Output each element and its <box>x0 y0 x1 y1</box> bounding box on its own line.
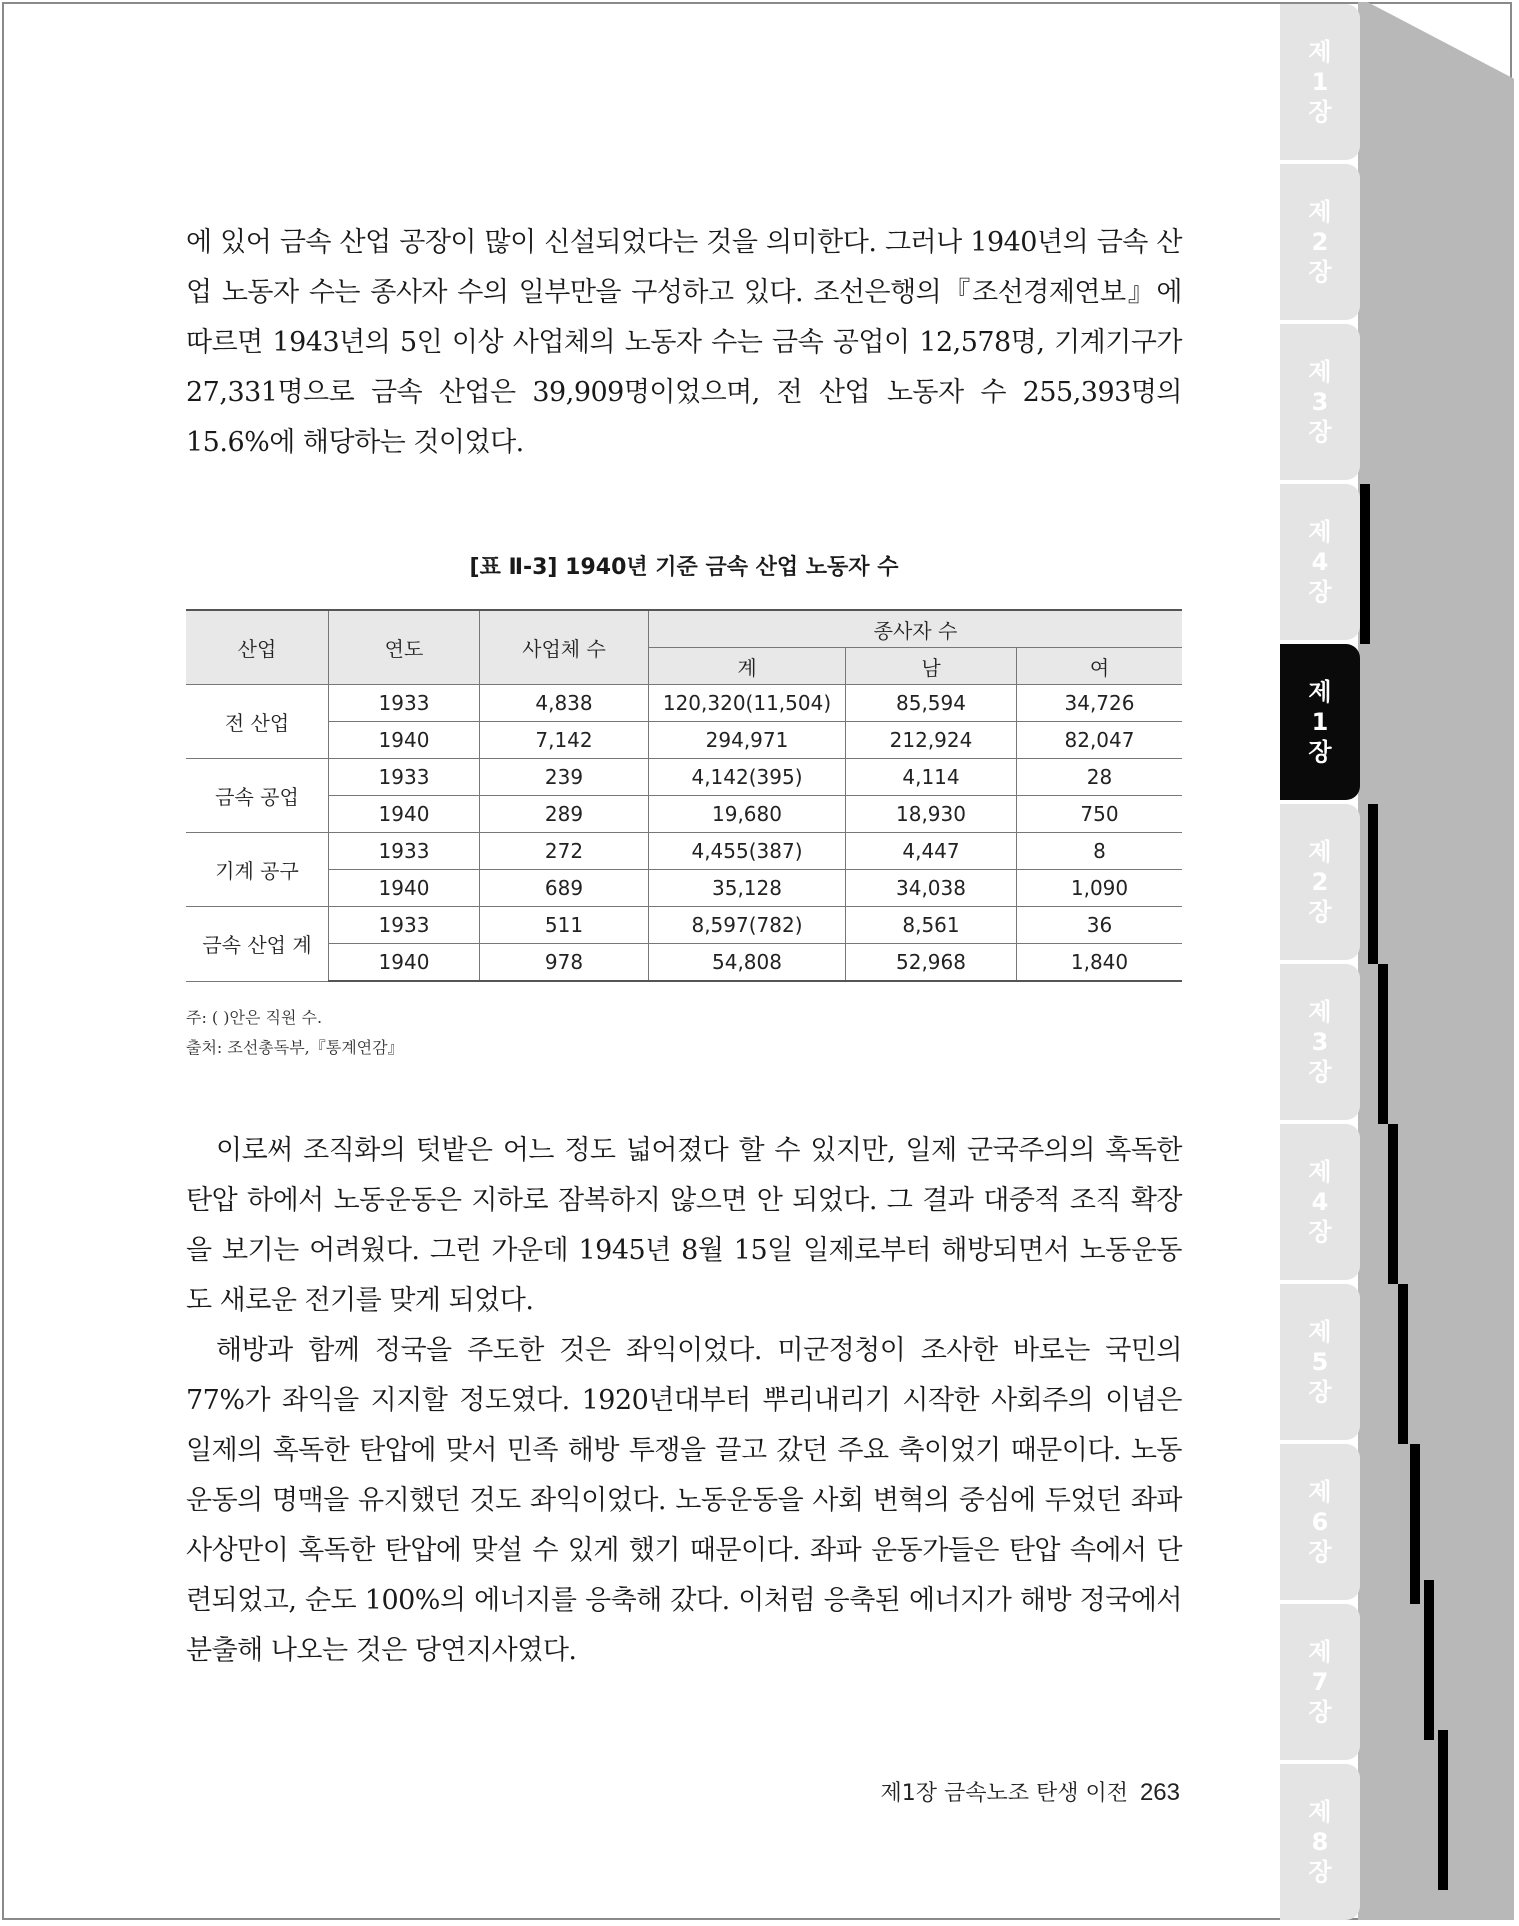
edge-mark <box>1398 1284 1408 1444</box>
businesses-cell: 978 <box>480 944 649 982</box>
chapter-tab[interactable]: 제 2 장 <box>1280 164 1360 320</box>
table-note: 주: ( )안은 직원 수. <box>186 1008 323 1027</box>
header-year: 연도 <box>329 610 480 685</box>
total-cell: 35,128 <box>649 870 846 907</box>
female-cell: 36 <box>1017 907 1183 944</box>
industry-cell: 금속 공업 <box>186 759 329 833</box>
header-workers: 종사자 수 <box>649 610 1183 648</box>
chapter-tab[interactable]: 제 8 장 <box>1280 1764 1360 1920</box>
total-cell: 19,680 <box>649 796 846 833</box>
chapter-tab[interactable]: 제 7 장 <box>1280 1604 1360 1760</box>
paragraph: 이로써 조직화의 텃밭은 어느 정도 넓어졌다 할 수 있지만, 일제 군국주의의 혹독한 탄압 하에서 노동운동은 지하로 잠복하지 않으면 안 되었다. 그 결과 대중적 조직 확장을 보기는 어려웠다. 그런 가운데 1945년 8월 15일 일제로부터 해방되면서 노동운동도 새로운 전기를 맞게 되었다. <box>186 1135 1182 1316</box>
paragraph: 에 있어 금속 산업 공장이 많이 신설되었다는 것을 의미한다. 그러나 1940년의 금속 산업 노동자 수는 종사자 수의 일부만을 구성하고 있다. 조선은행의『조선경제연보』에 따르면 1943년의 5인 이상 사업체의 노동자 수는 금속 공업이 12,578명, 기계기구가 27,331명으로 금속 산업은 39,909명이었으며, 전 산업 노동자 수 255,393명의 15.6%에 해당하는 것이었다. <box>186 227 1182 458</box>
header-industry: 산업 <box>186 610 329 685</box>
industry-cell: 금속 산업 계 <box>186 907 329 982</box>
table-row <box>186 944 1182 982</box>
chapter-tab[interactable]: 제 3 장 <box>1280 964 1360 1120</box>
worker-table <box>186 609 1182 982</box>
total-cell: 4,142(395) <box>649 759 846 796</box>
edge-mark <box>1438 1730 1448 1890</box>
businesses-cell: 239 <box>480 759 649 796</box>
edge-mark <box>1388 1124 1398 1284</box>
table-row <box>186 870 1182 907</box>
female-cell: 8 <box>1017 833 1183 870</box>
chapter-tab[interactable]: 제 5 장 <box>1280 1284 1360 1440</box>
industry-cell: 전 산업 <box>186 685 329 759</box>
edge-mark <box>1378 964 1388 1124</box>
edge-mark <box>1410 1444 1420 1604</box>
table-notes <box>186 1003 404 1063</box>
businesses-cell: 7,142 <box>480 722 649 759</box>
chapter-tab[interactable]: 제 6 장 <box>1280 1444 1360 1600</box>
female-cell: 28 <box>1017 759 1183 796</box>
male-cell: 52,968 <box>846 944 1017 982</box>
male-cell: 4,447 <box>846 833 1017 870</box>
footer-chapter: 제1장 금속노조 탄생 이전 <box>880 1781 1128 1806</box>
female-cell: 82,047 <box>1017 722 1183 759</box>
female-cell: 1,840 <box>1017 944 1183 982</box>
table-row <box>186 907 1182 944</box>
female-cell: 750 <box>1017 796 1183 833</box>
male-cell: 18,930 <box>846 796 1017 833</box>
female-cell: 1,090 <box>1017 870 1183 907</box>
female-cell: 34,726 <box>1017 685 1183 722</box>
year-cell: 1933 <box>329 907 480 944</box>
page-footer <box>880 1776 1180 1807</box>
page-content <box>186 218 1182 1666</box>
header-total: 계 <box>649 648 846 685</box>
year-cell: 1940 <box>329 722 480 759</box>
businesses-cell: 272 <box>480 833 649 870</box>
header-female: 여 <box>1017 648 1183 685</box>
edge-mark <box>1424 1580 1434 1740</box>
table-row <box>186 796 1182 833</box>
year-cell: 1933 <box>329 759 480 796</box>
industry-cell: 기계 공구 <box>186 833 329 907</box>
total-cell: 294,971 <box>649 722 846 759</box>
page-edge <box>1358 2 1514 1920</box>
male-cell: 34,038 <box>846 870 1017 907</box>
male-cell: 4,114 <box>846 759 1017 796</box>
chapter-tab[interactable]: 제 4 장 <box>1280 1124 1360 1280</box>
table-source: 출처: 조선총독부,『통계연감』 <box>186 1038 404 1057</box>
businesses-cell: 289 <box>480 796 649 833</box>
total-cell: 120,320(11,504) <box>649 685 846 722</box>
chapter-tab-active[interactable]: 제 1 장 <box>1280 644 1360 800</box>
body-text <box>186 1126 1182 1676</box>
year-cell: 1933 <box>329 685 480 722</box>
header-male: 남 <box>846 648 1017 685</box>
total-cell: 4,455(387) <box>649 833 846 870</box>
edge-mark <box>1368 804 1378 964</box>
paragraph: 해방과 함께 정국을 주도한 것은 좌익이었다. 미군정청이 조사한 바로는 국민의 77%가 좌익을 지지할 정도였다. 1920년대부터 뿌리내리기 시작한 사회주의 이념은 일제의 혹독한 탄압에 맞서 민족 해방 투쟁을 끌고 갔던 주요 축이었기 때문이다. 노동운동의 명맥을 유지했던 것도 좌익이었다. 노동운동을 사회 변혁의 중심에 두었던 좌파 사상만이 혹독한 탄압에 맞설 수 있게 했기 때문이다. 좌파 운동가들은 탄압 속에서 단련되었고, 순도 100%의 에너지를 응축해 갔다. 이처럼 응축된 에너지가 해방 정국에서 분출해 나오는 것은 당연지사였다. <box>186 1335 1182 1666</box>
table-row <box>186 722 1182 759</box>
year-cell: 1933 <box>329 833 480 870</box>
table-row <box>186 833 1182 870</box>
page-number: 263 <box>1139 1779 1180 1806</box>
chapter-tab[interactable]: 제 1 장 <box>1280 4 1360 160</box>
year-cell: 1940 <box>329 944 480 982</box>
header-businesses: 사업체 수 <box>480 610 649 685</box>
male-cell: 85,594 <box>846 685 1017 722</box>
businesses-cell: 511 <box>480 907 649 944</box>
chapter-tab[interactable]: 제 2 장 <box>1280 804 1360 960</box>
table-row <box>186 759 1182 796</box>
total-cell: 54,808 <box>649 944 846 982</box>
businesses-cell: 689 <box>480 870 649 907</box>
businesses-cell: 4,838 <box>480 685 649 722</box>
chapter-tab[interactable]: 제 4 장 <box>1280 484 1360 640</box>
year-cell: 1940 <box>329 870 480 907</box>
chapter-tabs <box>1280 0 1362 1926</box>
male-cell: 212,924 <box>846 722 1017 759</box>
table-title: [표 Ⅱ-3] 1940년 기준 금속 산업 노동자 수 <box>469 555 899 580</box>
male-cell: 8,561 <box>846 907 1017 944</box>
year-cell: 1940 <box>329 796 480 833</box>
total-cell: 8,597(782) <box>649 907 846 944</box>
chapter-tab[interactable]: 제 3 장 <box>1280 324 1360 480</box>
table-row <box>186 685 1182 722</box>
